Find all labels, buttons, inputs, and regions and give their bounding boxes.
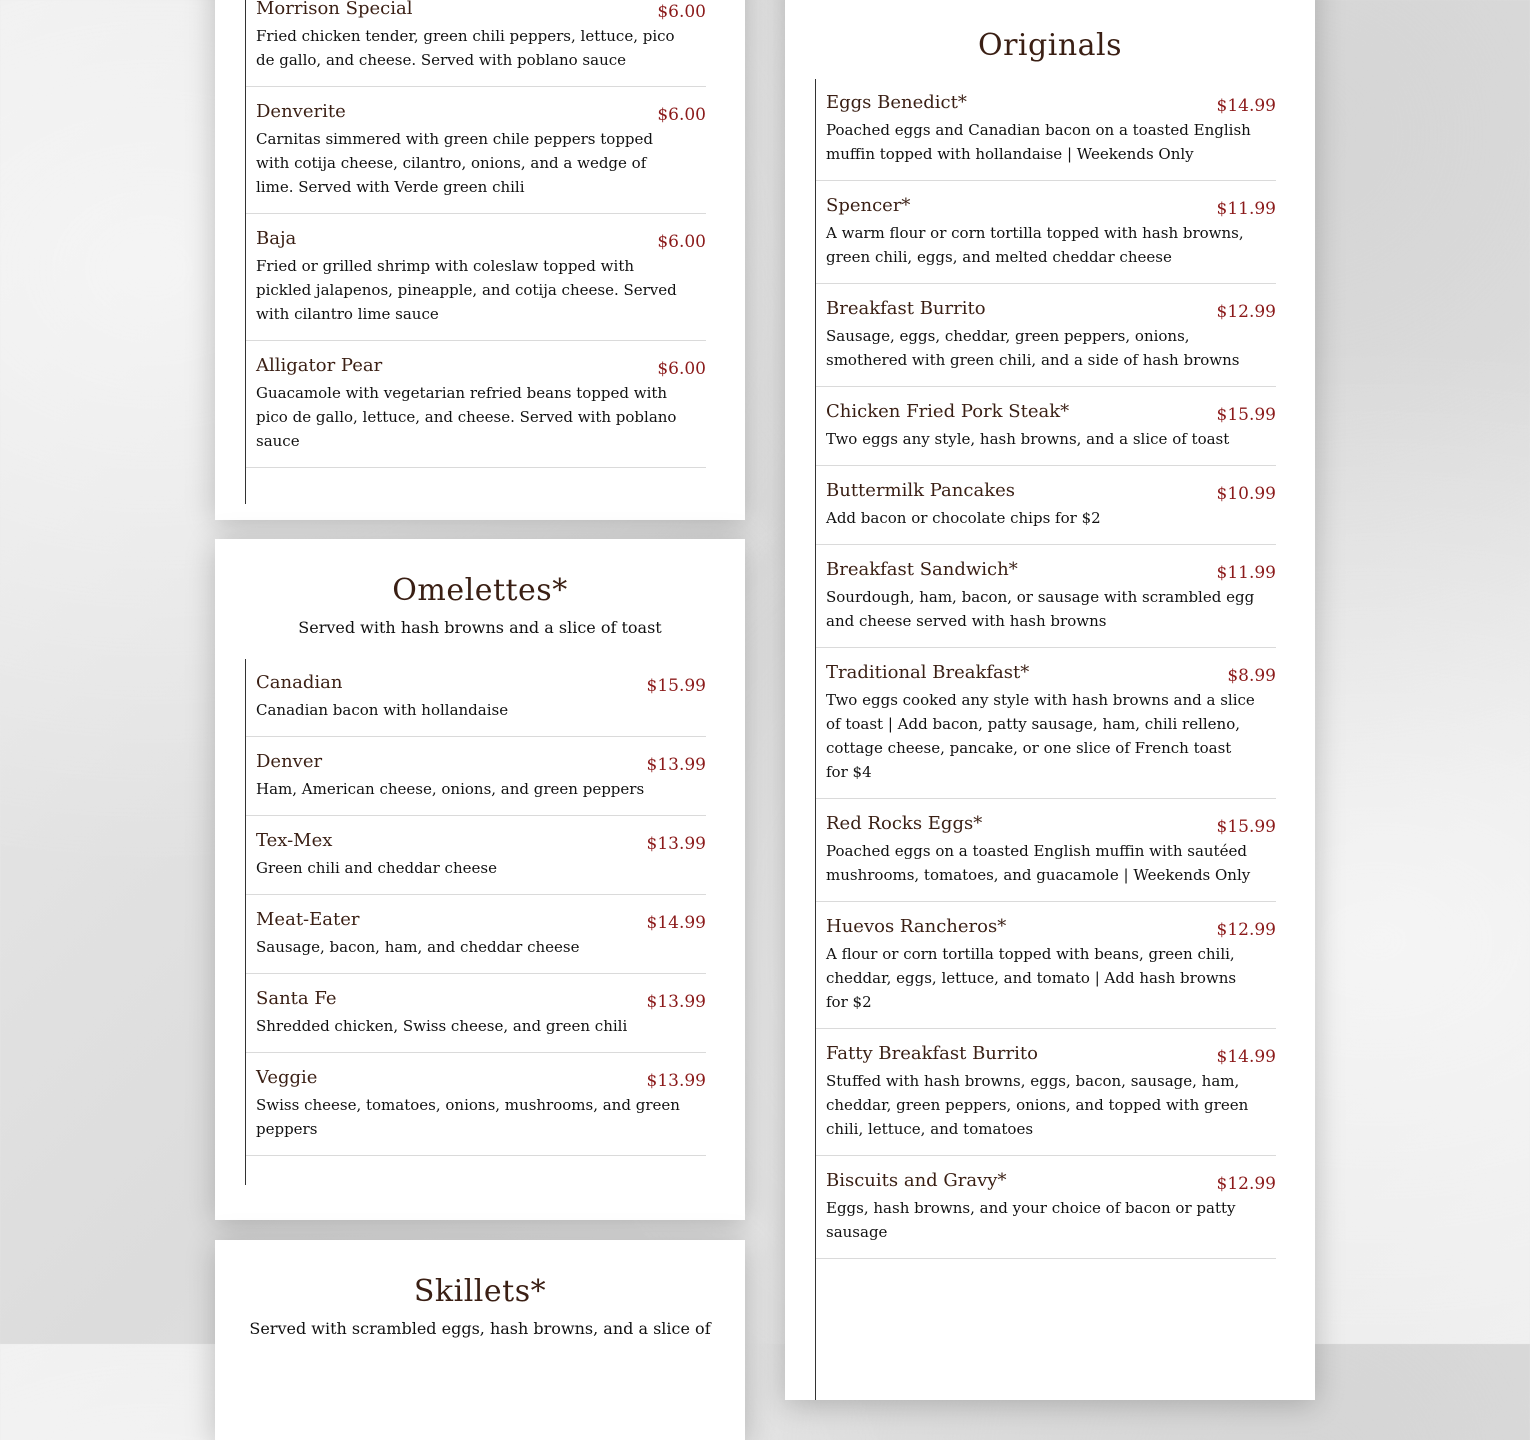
section-title: Skillets* [413, 1274, 547, 1309]
item-description: Swiss cheese, tomatoes, onions, mushrooms, and green peppers [256, 1096, 680, 1138]
menu-item [816, 79, 1276, 181]
item-description: Carnitas simmered with green chile peppers topped with cotija cheese, cilantro, onions, and a wedge of lime. Served with Verde green chili [256, 130, 654, 196]
item-name: Morrison Special [256, 0, 413, 19]
item-price: $8.99 [1227, 666, 1276, 686]
item-price: $6.00 [657, 105, 706, 125]
item-name: Baja [256, 228, 297, 249]
menu-item-list [245, 659, 706, 1185]
menu-card-originals [785, 0, 1315, 1400]
menu-item [816, 284, 1276, 387]
item-price: $14.99 [1216, 1047, 1276, 1067]
item-name: Traditional Breakfast* [826, 662, 1030, 683]
menu-item [816, 648, 1276, 799]
menu-item [246, 1053, 706, 1156]
item-name: Breakfast Burrito [826, 298, 986, 319]
item-price: $6.00 [657, 2, 706, 22]
item-name: Biscuits and Gravy* [826, 1170, 1007, 1191]
item-description: Eggs, hash browns, and your choice of bacon or patty sausage [826, 1199, 1236, 1241]
item-name: Denverite [256, 101, 346, 122]
item-name: Denver [256, 751, 323, 772]
item-price: $11.99 [1216, 199, 1276, 219]
item-description: Guacamole with vegetarian refried beans topped with pico de gallo, lettuce, and cheese. Served with poblano sauce [256, 384, 677, 450]
item-price: $6.00 [657, 359, 706, 379]
menu-item [246, 974, 706, 1053]
item-price: $6.00 [657, 232, 706, 252]
item-description: Shredded chicken, Swiss cheese, and green chili [256, 1017, 628, 1035]
item-price: $14.99 [646, 913, 706, 933]
item-price: $13.99 [646, 1071, 706, 1091]
item-description: Add bacon or chocolate chips for $2 [826, 509, 1101, 527]
menu-item [816, 1029, 1276, 1156]
menu-item [816, 902, 1276, 1029]
item-name: Red Rocks Eggs* [826, 813, 983, 834]
section-header [215, 1274, 745, 1338]
item-description: Two eggs any style, hash browns, and a slice of toast [826, 430, 1230, 448]
item-description: Stuffed with hash browns, eggs, bacon, sausage, ham, cheddar, green peppers, onions, and topped with green chili, lettuce, and tomatoes [826, 1072, 1249, 1138]
section-title: Originals [977, 28, 1123, 63]
item-description: Sourdough, ham, bacon, or sausage with scrambled egg and cheese served with hash browns [826, 588, 1255, 630]
menu-card-tacos [215, 0, 745, 520]
item-name: Chicken Fried Pork Steak* [826, 401, 1070, 422]
item-description: Green chili and cheddar cheese [256, 859, 497, 877]
item-description: A warm flour or corn tortilla topped with hash browns, green chili, eggs, and melted cheddar cheese [826, 224, 1244, 266]
menu-item [246, 737, 706, 816]
menu-card-skillets [215, 1240, 745, 1440]
item-price: $12.99 [1216, 1174, 1276, 1194]
menu-item [816, 1156, 1276, 1259]
item-price: $13.99 [646, 992, 706, 1012]
item-name: Spencer* [826, 195, 911, 216]
item-name: Canadian [256, 672, 343, 693]
item-description: Sausage, bacon, ham, and cheddar cheese [256, 938, 580, 956]
section-subtitle: Served with hash browns and a slice of toast [298, 618, 662, 637]
item-description: Poached eggs and Canadian bacon on a toasted English muffin topped with hollandaise | Weekends Only [826, 121, 1251, 163]
menu-item [246, 816, 706, 895]
item-price: $10.99 [1216, 484, 1276, 504]
menu-item [816, 181, 1276, 284]
item-description: A flour or corn tortilla topped with beans, green chili, cheddar, eggs, lettuce, and tomato | Add hash browns for $2 [826, 945, 1237, 1011]
menu-item [246, 341, 706, 468]
menu-card-omelettes [215, 539, 745, 1220]
menu-item-list [245, 0, 706, 504]
item-description: Sausage, eggs, cheddar, green peppers, onions, smothered with green chili, and a side of hash browns [826, 327, 1240, 369]
section-subtitle: Served with scrambled eggs, hash browns, and a slice of [249, 1319, 711, 1338]
item-description: Canadian bacon with hollandaise [256, 701, 509, 719]
item-price: $11.99 [1216, 563, 1276, 583]
menu-item [816, 466, 1276, 545]
section-header [215, 573, 745, 637]
item-price: $14.99 [1216, 96, 1276, 116]
item-name: Meat-Eater [256, 909, 360, 930]
item-description: Fried chicken tender, green chili peppers, lettuce, pico de gallo, and cheese. Served with poblano sauce [256, 27, 675, 69]
menu-item [246, 895, 706, 974]
item-price: $15.99 [646, 676, 706, 696]
item-name: Buttermilk Pancakes [826, 480, 1015, 501]
item-name: Tex-Mex [256, 830, 333, 851]
menu-item-list [815, 79, 1276, 1400]
item-description: Two eggs cooked any style with hash browns and a slice of toast | Add bacon, patty sausage, ham, chili relleno, cottage cheese, pancake, or one slice of French toast for $4 [826, 691, 1255, 781]
item-name: Huevos Rancheros* [826, 916, 1007, 937]
menu-item [246, 87, 706, 214]
menu-item [816, 387, 1276, 466]
item-name: Veggie [256, 1067, 318, 1088]
item-description: Ham, American cheese, onions, and green peppers [256, 780, 645, 798]
item-price: $15.99 [1216, 405, 1276, 425]
item-price: $12.99 [1216, 920, 1276, 940]
item-price: $13.99 [646, 755, 706, 775]
item-description: Fried or grilled shrimp with coleslaw topped with pickled jalapenos, pineapple, and cotija cheese. Served with cilantro lime sauce [256, 257, 677, 323]
menu-item [246, 0, 706, 87]
menu-item [246, 659, 706, 737]
item-price: $13.99 [646, 834, 706, 854]
menu-item [246, 214, 706, 341]
item-name: Fatty Breakfast Burrito [826, 1043, 1038, 1064]
item-name: Santa Fe [256, 988, 337, 1009]
item-name: Alligator Pear [256, 355, 383, 376]
menu-item [816, 545, 1276, 648]
item-name: Breakfast Sandwich* [826, 559, 1018, 580]
section-title: Omelettes* [392, 573, 568, 608]
menu-item [816, 799, 1276, 902]
item-price: $12.99 [1216, 302, 1276, 322]
item-price: $15.99 [1216, 817, 1276, 837]
section-header [785, 28, 1315, 63]
item-name: Eggs Benedict* [826, 92, 967, 113]
item-description: Poached eggs on a toasted English muffin with sautéed mushrooms, tomatoes, and guacamole | Weekends Only [826, 842, 1251, 884]
